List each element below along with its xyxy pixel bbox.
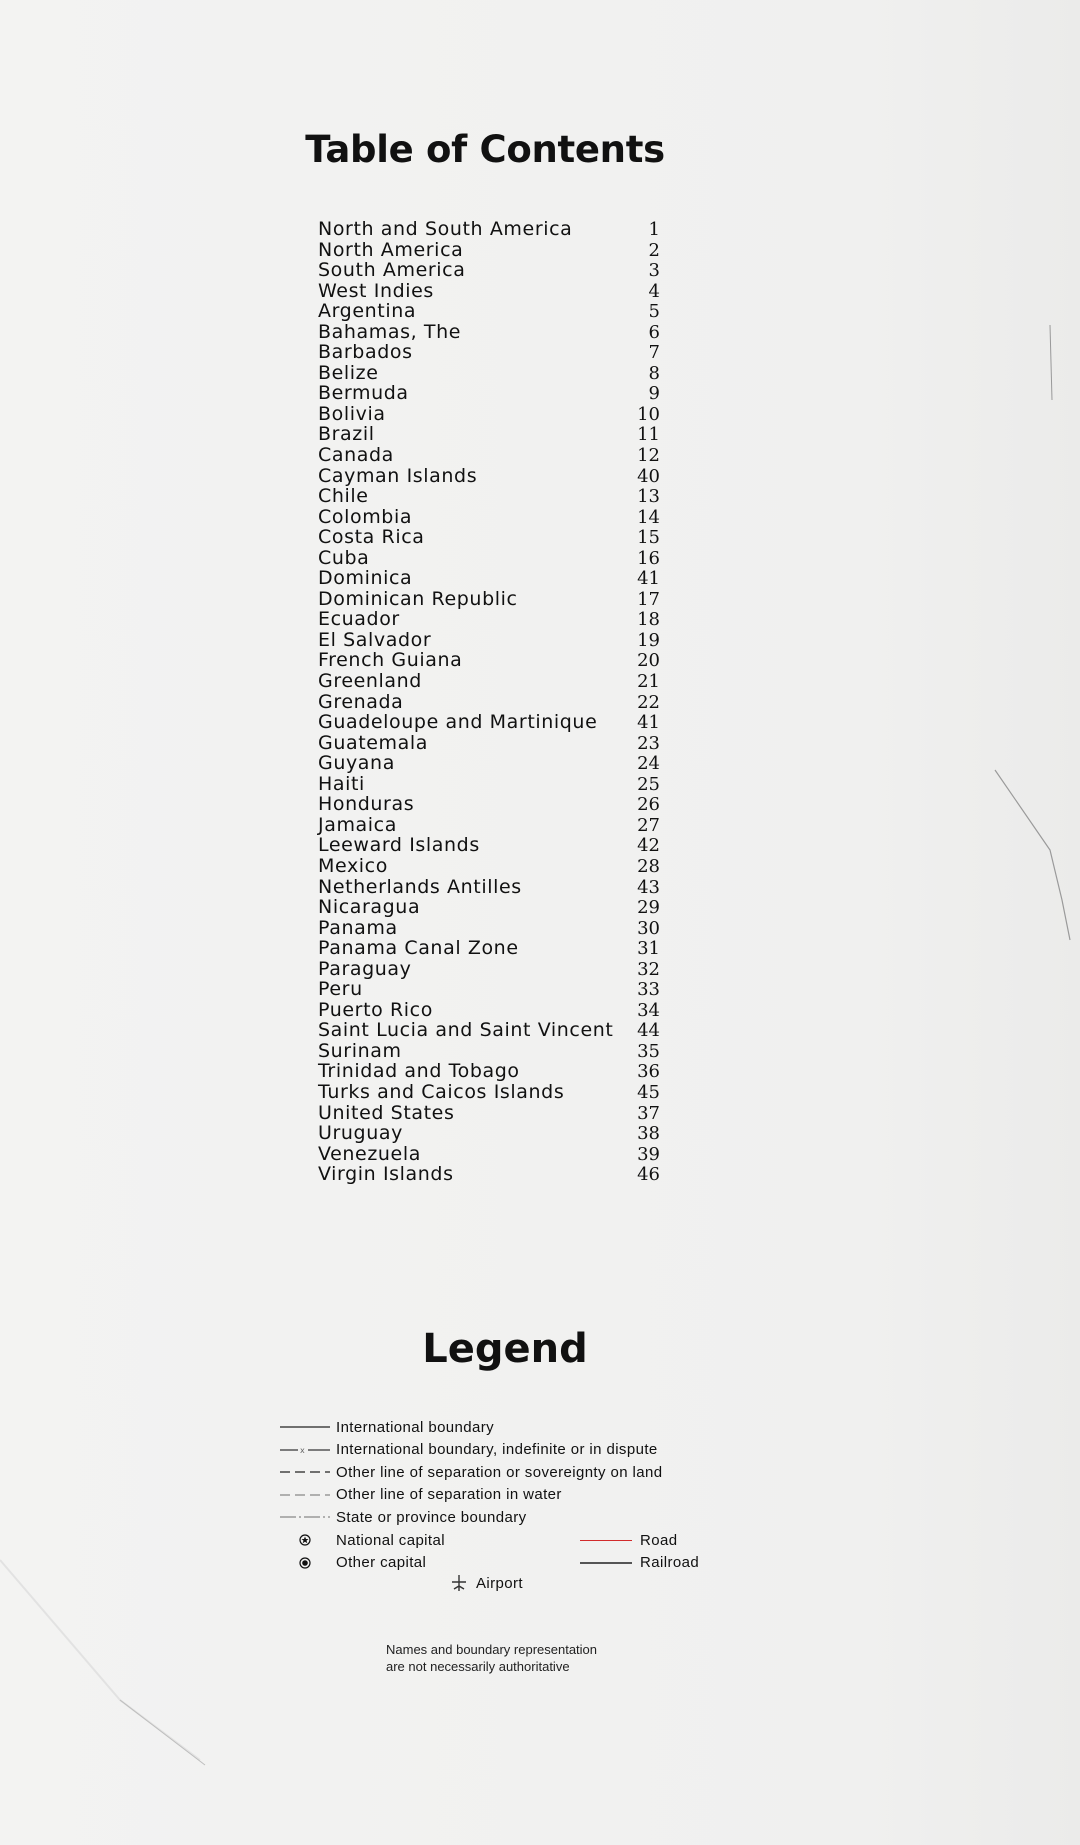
toc-entry-name: Dominica: [318, 567, 413, 590]
toc-entry-name: Chile: [318, 485, 369, 508]
toc-entry-page: 2: [648, 239, 660, 261]
toc-entry: [318, 548, 660, 569]
legend-item-other-capital: [280, 1552, 426, 1575]
toc-entry-page: 46: [637, 1164, 660, 1186]
toc-entry-name: Haiti: [318, 772, 365, 795]
toc-entry-page: 5: [648, 301, 660, 323]
toc-entry: [318, 404, 660, 425]
disclaimer-line-1: Names and boundary representation: [386, 1642, 598, 1657]
legend-line-label: State or province boundary: [336, 1508, 527, 1526]
toc-entry: [318, 609, 660, 630]
toc-entry: [318, 383, 660, 404]
toc-entry: [318, 630, 660, 651]
toc-entry: [318, 260, 660, 281]
toc-entry: [318, 589, 660, 610]
legend-line-item: [280, 1416, 720, 1439]
railroad-line-icon: [580, 1562, 632, 1564]
toc-entry: [318, 445, 660, 466]
other-capital-label: Other capital: [336, 1554, 427, 1572]
disclaimer-line-2: are not necessarily authoritative: [386, 1659, 570, 1674]
toc-entry: [318, 1123, 660, 1144]
boundary-line-icon: [280, 1445, 330, 1455]
toc-title: Table of Contents: [305, 128, 665, 171]
toc-entry: [318, 918, 660, 939]
toc-entry-name: El Salvador: [318, 628, 432, 651]
legend-line-label: International boundary, indefinite or in dispute: [336, 1441, 658, 1459]
toc-entry-page: 15: [637, 527, 660, 549]
toc-entry-name: Peru: [318, 978, 363, 1001]
toc-entry-name: Uruguay: [318, 1122, 403, 1145]
legend-item-road: [580, 1529, 677, 1552]
toc-entry-page: 45: [637, 1081, 660, 1103]
toc-entry-name: French Guiana: [318, 649, 463, 672]
boundary-line-icon: [280, 1490, 330, 1500]
toc-entry-name: Turks and Caicos Islands: [318, 1080, 565, 1103]
toc-entry-page: 28: [637, 855, 660, 877]
toc-entry-page: 12: [637, 445, 660, 467]
toc-entry-name: Colombia: [318, 505, 413, 528]
toc-entry-name: North and South America: [318, 218, 573, 240]
toc-entry: [318, 342, 660, 363]
toc-entry-page: 20: [637, 650, 660, 672]
boundary-line-icon: [280, 1422, 330, 1432]
toc-entry-name: Panama: [318, 916, 398, 939]
toc-entry: [318, 1020, 660, 1041]
toc-entry-name: Trinidad and Tobago: [318, 1060, 520, 1083]
toc-entry-name: Barbados: [318, 341, 413, 364]
toc-entry-page: 42: [637, 835, 660, 857]
legend-line-item: [280, 1506, 720, 1529]
toc-entry-page: 21: [637, 671, 660, 693]
toc-entry: [318, 897, 660, 918]
toc-entry: [318, 794, 660, 815]
toc-list: [318, 219, 660, 1185]
toc-entry-name: Virgin Islands: [318, 1163, 454, 1186]
toc-entry-page: 1: [648, 219, 660, 240]
toc-entry: [318, 568, 660, 589]
toc-entry: [318, 424, 660, 445]
toc-entry: [318, 1164, 660, 1185]
legend-line-item: [280, 1461, 720, 1484]
legend-title: Legend: [422, 1326, 588, 1372]
airport-icon: [450, 1574, 468, 1592]
toc-entry-name: Jamaica: [318, 813, 397, 836]
toc-entry-page: 13: [637, 486, 660, 508]
toc-entry: [318, 507, 660, 528]
boundary-line-icon: [280, 1467, 330, 1477]
toc-entry: [318, 281, 660, 302]
toc-entry: [318, 692, 660, 713]
toc-entry-name: Puerto Rico: [318, 998, 433, 1021]
toc-entry-page: 39: [637, 1143, 660, 1165]
toc-entry: [318, 1082, 660, 1103]
toc-entry: [318, 527, 660, 548]
legend-line-item: [280, 1439, 720, 1462]
toc-entry-page: 29: [637, 897, 660, 919]
legend-line-label: Other line of separation or sovereignty on land: [336, 1463, 663, 1481]
toc-entry-name: South America: [318, 259, 466, 282]
toc-entry-page: 3: [648, 260, 660, 282]
toc-entry-name: Surinam: [318, 1039, 402, 1062]
toc-entry-name: Bermuda: [318, 382, 409, 405]
toc-entry: [318, 1000, 660, 1021]
toc-entry-page: 23: [637, 732, 660, 754]
toc-entry-name: Canada: [318, 444, 394, 467]
toc-entry-page: 25: [637, 773, 660, 795]
other-capital-icon: [280, 1557, 330, 1569]
toc-entry: [318, 1144, 660, 1165]
toc-entry: [318, 959, 660, 980]
toc-entry-name: Saint Lucia and Saint Vincent: [318, 1019, 614, 1042]
toc-entry-name: Guadeloupe and Martinique: [318, 711, 598, 734]
disclaimer-note: [386, 1641, 686, 1675]
toc-entry: [318, 856, 660, 877]
toc-entry: [318, 1103, 660, 1124]
legend-line-label: International boundary: [336, 1418, 495, 1436]
toc-entry: [318, 301, 660, 322]
toc-entry: [318, 774, 660, 795]
toc-entry-page: 26: [637, 794, 660, 816]
toc-entry-page: 14: [637, 506, 660, 528]
toc-entry-name: United States: [318, 1101, 455, 1124]
toc-entry-page: 34: [637, 999, 660, 1021]
toc-entry: [318, 466, 660, 487]
toc-entry-page: 9: [648, 383, 660, 405]
toc-entry-name: Cayman Islands: [318, 464, 478, 487]
toc-entry-name: Costa Rica: [318, 526, 425, 549]
toc-entry-page: 19: [637, 629, 660, 651]
toc-entry: [318, 753, 660, 774]
national-capital-icon: [280, 1534, 330, 1546]
toc-entry: [318, 938, 660, 959]
toc-entry-name: Argentina: [318, 300, 417, 323]
toc-entry: [318, 712, 660, 733]
toc-entry-name: Brazil: [318, 423, 375, 446]
toc-entry-page: 18: [637, 609, 660, 631]
toc-entry: [318, 733, 660, 754]
toc-entry-name: Bolivia: [318, 402, 386, 425]
national-capital-label: National capital: [336, 1531, 445, 1549]
toc-entry-name: Paraguay: [318, 957, 412, 980]
toc-entry-name: Panama Canal Zone: [318, 937, 519, 960]
toc-entry-name: Dominican Republic: [318, 587, 518, 610]
toc-entry-name: Guatemala: [318, 731, 429, 754]
toc-entry: [318, 650, 660, 671]
toc-entry-page: 6: [648, 321, 660, 343]
toc-entry-name: Honduras: [318, 793, 415, 816]
toc-entry: [318, 240, 660, 261]
legend-item-national-capital: [280, 1529, 445, 1552]
legend-symbol-grid: [280, 1529, 720, 1575]
toc-entry: [318, 322, 660, 343]
toc-entry: [318, 219, 660, 240]
legend-line-label: Other line of separation in water: [336, 1486, 562, 1504]
toc-entry-page: 35: [637, 1040, 660, 1062]
road-line-icon: [580, 1540, 632, 1542]
toc-entry-name: Greenland: [318, 670, 422, 693]
toc-entry-page: 38: [637, 1123, 660, 1145]
toc-entry-name: Leeward Islands: [318, 834, 480, 857]
toc-entry-name: Grenada: [318, 690, 404, 713]
toc-entry: [318, 363, 660, 384]
toc-entry-name: North America: [318, 238, 464, 261]
svg-text:x: x: [300, 1445, 306, 1455]
legend-item-railroad: [580, 1552, 699, 1575]
toc-entry: [318, 835, 660, 856]
railroad-label: Railroad: [640, 1554, 700, 1572]
toc-entry-name: Ecuador: [318, 608, 400, 631]
toc-entry: [318, 979, 660, 1000]
toc-entry-page: 32: [637, 958, 660, 980]
legend-line-item: [280, 1484, 720, 1507]
toc-entry-name: Cuba: [318, 546, 370, 569]
toc-entry-page: 36: [637, 1061, 660, 1083]
legend-item-airport: [450, 1574, 523, 1592]
toc-entry-page: 4: [648, 280, 660, 302]
toc-entry-name: Mexico: [318, 854, 388, 877]
toc-entry-name: Netherlands Antilles: [318, 875, 522, 898]
toc-entry: [318, 1061, 660, 1082]
toc-entry-name: Venezuela: [318, 1142, 421, 1165]
toc-entry: [318, 486, 660, 507]
airport-label: Airport: [476, 1574, 523, 1592]
toc-entry-name: West Indies: [318, 279, 434, 302]
toc-entry: [318, 671, 660, 692]
toc-entry: [318, 1041, 660, 1062]
toc-entry-page: 37: [637, 1102, 660, 1124]
road-label: Road: [640, 1531, 678, 1549]
toc-entry-name: Belize: [318, 361, 379, 384]
toc-entry-page: 7: [648, 342, 660, 364]
toc-entry-page: 11: [637, 424, 660, 446]
toc-entry-name: Bahamas, The: [318, 320, 462, 343]
toc-entry: [318, 815, 660, 836]
boundary-line-icon: [280, 1512, 330, 1522]
toc-entry-page: 41: [637, 568, 660, 590]
toc-entry-page: 17: [637, 588, 660, 610]
toc-entry-page: 40: [637, 465, 660, 487]
toc-entry-page: 33: [637, 979, 660, 1001]
toc-entry-page: 24: [637, 753, 660, 775]
toc-entry-page: 10: [637, 403, 660, 425]
toc-entry-page: 31: [637, 938, 660, 960]
toc-entry: [318, 877, 660, 898]
toc-entry-page: 16: [637, 547, 660, 569]
toc-entry-page: 8: [648, 362, 660, 384]
toc-entry-page: 22: [637, 691, 660, 713]
toc-entry-name: Guyana: [318, 752, 395, 775]
toc-entry-page: 30: [637, 917, 660, 939]
toc-entry-page: 41: [637, 712, 660, 734]
toc-entry-page: 27: [637, 814, 660, 836]
legend-line-list: [280, 1416, 720, 1529]
toc-entry-page: 44: [637, 1020, 660, 1042]
toc-entry-name: Nicaragua: [318, 896, 421, 919]
toc-entry-page: 43: [637, 876, 660, 898]
